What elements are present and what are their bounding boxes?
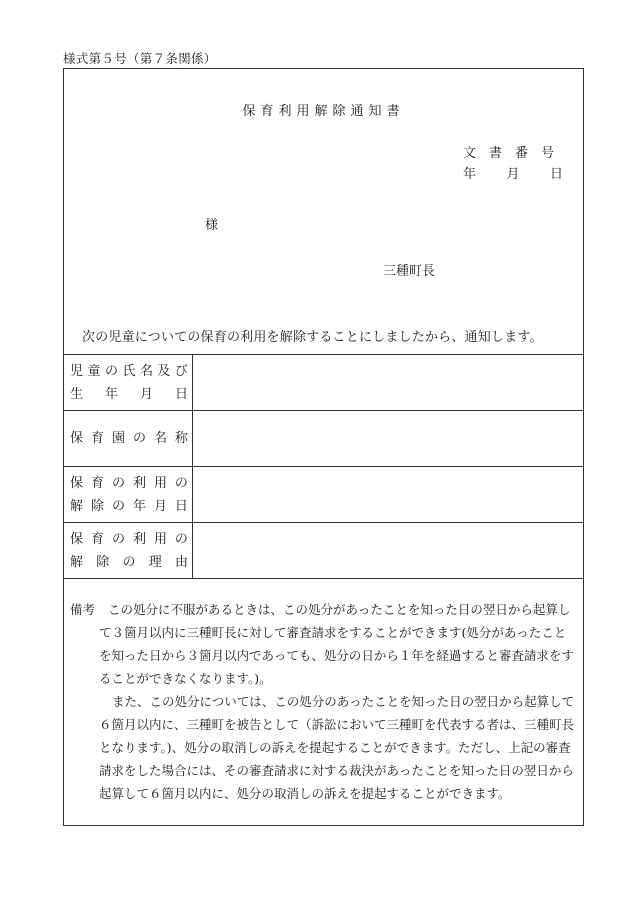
notice-form (63, 68, 584, 826)
field-label (64, 523, 193, 579)
date-year-label: 年 (463, 167, 477, 182)
field-label-line: 生 年 月 日 (70, 386, 188, 402)
document-number-label: 文書番号 (462, 146, 567, 161)
field-row (64, 411, 584, 467)
date-day-label: 日 (549, 167, 563, 182)
remarks-paragraph-1 (70, 598, 577, 690)
field-value[interactable] (193, 523, 584, 579)
field-label-line: 児 童 の 氏 名 及 び (70, 363, 188, 379)
field-label-line: 保 育 の 利 用 の (70, 475, 188, 491)
details-table (63, 354, 584, 579)
remarks-heading: 備考 (70, 602, 96, 617)
field-row (64, 355, 584, 411)
remarks-section (70, 598, 577, 805)
field-row (64, 467, 584, 523)
date-month-label: 月 (506, 167, 520, 182)
field-label-line: 解 除 の 理 由 (70, 554, 188, 570)
field-label (64, 355, 193, 411)
document-title: 保育利用解除通知書 (242, 104, 405, 119)
field-value[interactable] (193, 355, 584, 411)
remarks-paragraph-2: また、この処分については、この処分のあったことを知った日の翌日から起算して６箇月以内に、三種町を被告として（訴訟において三種町を代表する者は、三種町長となります。)、処分の取消しの訴えを提起することができます。ただし、上記の審査請求をした場合には、その審査請求に対する裁決があったことを知った日の翌日から起算して６箇月以内に、処分の取消しの訴えを提起することができます。 (99, 694, 575, 801)
issue-date (463, 165, 563, 185)
remarks-text-1: この処分に不服があるときは、この処分があったことを知った日の翌日から起算して３箇月以内に三種町長に対して審査請求をすることができます(処分があったことを知った日から３箇月以内であっても、処分の日から１年を経過すると審査請求をすることができなくなります。)。 (99, 602, 574, 686)
field-label (64, 467, 193, 523)
intro-statement: 次の児童についての保育の利用を解除することにしましたから、通知します。 (82, 330, 543, 345)
field-value[interactable] (193, 467, 584, 523)
field-label (64, 411, 193, 467)
field-label-line: 解 除 の 年 月 日 (70, 498, 188, 514)
field-row (64, 523, 584, 579)
issuer-name: 三種町長 (383, 264, 436, 279)
field-value[interactable] (193, 411, 584, 467)
field-label-line: 保 育 園 の 名 称 (70, 431, 188, 446)
form-number-label: 様式第５号（第７条関係） (63, 51, 217, 66)
field-label-line: 保 育 の 利 用 の (70, 531, 188, 547)
addressee-suffix: 様 (205, 218, 219, 233)
